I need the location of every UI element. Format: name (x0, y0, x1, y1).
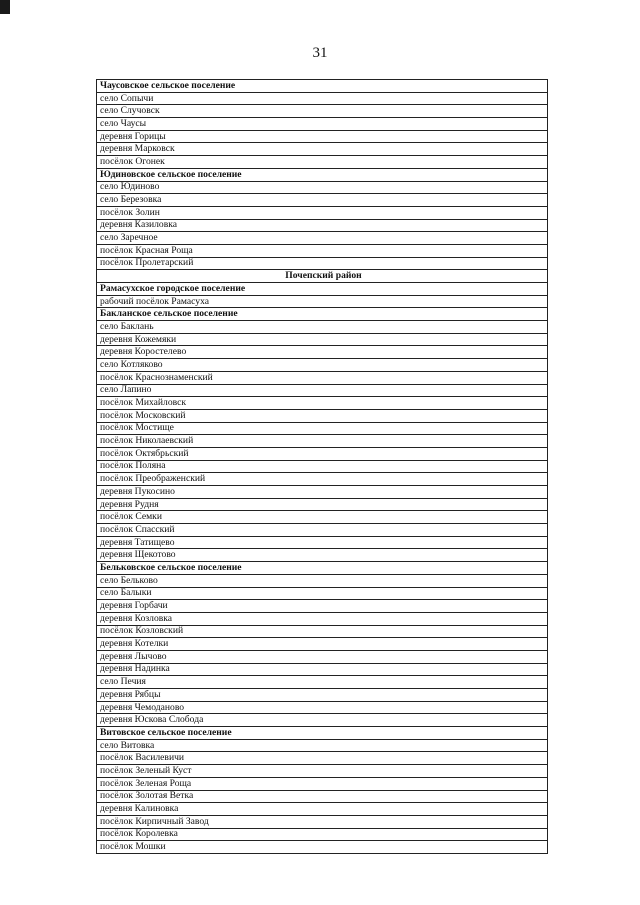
settlement-group-header (97, 562, 548, 575)
table-row-cell: посёлок Московский (97, 409, 548, 422)
table-row-cell: село Балыки (97, 587, 548, 600)
table-row (97, 612, 548, 625)
page-number: 31 (312, 45, 328, 61)
table-row-cell: посёлок Козловский (97, 625, 548, 638)
table-row (97, 511, 548, 524)
table-row (97, 206, 548, 219)
table-row (97, 663, 548, 676)
settlement-group-header (97, 308, 548, 321)
table-row-cell: село Случовск (97, 105, 548, 118)
table-row (97, 676, 548, 689)
table-row-cell: село Печия (97, 676, 548, 689)
table-row (97, 524, 548, 537)
table-row-cell: посёлок Золин (97, 206, 548, 219)
table-row (97, 384, 548, 397)
table-row (97, 600, 548, 613)
table-row (97, 689, 548, 702)
table-row-cell: село Чаусы (97, 118, 548, 131)
table-row (97, 574, 548, 587)
table-row (97, 752, 548, 765)
table-row-cell: деревня Казиловка (97, 219, 548, 232)
table-row-cell: рабочий посёлок Рамасуха (97, 295, 548, 308)
settlements-table (96, 79, 548, 854)
settlement-group-header (97, 168, 548, 181)
table-row (97, 232, 548, 245)
table-row (97, 194, 548, 207)
table-row-cell: посёлок Семки (97, 511, 548, 524)
table-row (97, 346, 548, 359)
table-row (97, 790, 548, 803)
table-row (97, 397, 548, 410)
table-row-cell: деревня Марковск (97, 143, 548, 156)
table-row (97, 422, 548, 435)
table-row-cell: посёлок Красная Роща (97, 244, 548, 257)
table-row-cell: посёлок Мостище (97, 422, 548, 435)
table-row-cell: деревня Котелки (97, 638, 548, 651)
settlement-group-header-cell: Бельковское сельское поселение (97, 562, 548, 575)
table-row-cell: деревня Татищево (97, 536, 548, 549)
table-row (97, 777, 548, 790)
table-row (97, 701, 548, 714)
table-row (97, 295, 548, 308)
table-row-cell: посёлок Зеленая Роща (97, 777, 548, 790)
table-row (97, 460, 548, 473)
table-row (97, 473, 548, 486)
table-row-cell: посёлок Николаевский (97, 435, 548, 448)
table-row (97, 118, 548, 131)
table-row (97, 257, 548, 270)
table-row-cell: деревня Юскова Слобода (97, 714, 548, 727)
table-row (97, 143, 548, 156)
table-row (97, 587, 548, 600)
settlement-group-header (97, 80, 548, 93)
table-row (97, 447, 548, 460)
table-row-cell: деревня Горицы (97, 130, 548, 143)
table-row-cell: деревня Надинка (97, 663, 548, 676)
table-row-cell: село Березовка (97, 194, 548, 207)
table-row (97, 244, 548, 257)
table-row-cell: посёлок Поляна (97, 460, 548, 473)
table-row-cell: село Лапино (97, 384, 548, 397)
table-row-cell: деревня Кожемяки (97, 333, 548, 346)
table-row-cell: посёлок Октябрьский (97, 447, 548, 460)
table-row-cell: деревня Щекотово (97, 549, 548, 562)
table-row (97, 536, 548, 549)
table-row-cell: деревня Козловка (97, 612, 548, 625)
settlement-group-header-cell: Бакланское сельское поселение (97, 308, 548, 321)
table-row-cell: деревня Пукосино (97, 486, 548, 499)
table-row (97, 650, 548, 663)
table-row (97, 219, 548, 232)
table-row-cell: посёлок Пролетарский (97, 257, 548, 270)
table-row (97, 92, 548, 105)
settlement-group-header (97, 727, 548, 740)
table-row (97, 486, 548, 499)
table-row (97, 359, 548, 372)
table-row (97, 828, 548, 841)
table-row-cell: деревня Рудня (97, 498, 548, 511)
table-row-cell: село Сопычи (97, 92, 548, 105)
table-row (97, 638, 548, 651)
table-row-cell: посёлок Краснознаменский (97, 371, 548, 384)
table-row-cell: посёлок Михайловск (97, 397, 548, 410)
table-row-cell: посёлок Преображенский (97, 473, 548, 486)
settlement-group-header-cell: Юдиновское сельское поселение (97, 168, 548, 181)
table-row (97, 815, 548, 828)
settlements-table-body (97, 80, 548, 854)
table-row (97, 105, 548, 118)
table-row (97, 409, 548, 422)
table-row (97, 181, 548, 194)
table-row-cell: посёлок Спасский (97, 524, 548, 537)
table-row (97, 435, 548, 448)
scan-corner-mark (0, 0, 10, 14)
table-row (97, 333, 548, 346)
table-row (97, 714, 548, 727)
table-row (97, 130, 548, 143)
table-row (97, 765, 548, 778)
district-header-cell: Почепский район (97, 270, 548, 283)
table-row (97, 803, 548, 816)
table-row-cell: посёлок Кирпичный Завод (97, 815, 548, 828)
table-row-cell: посёлок Королевка (97, 828, 548, 841)
table-row (97, 549, 548, 562)
table-row (97, 739, 548, 752)
table-row-cell: деревня Горбачи (97, 600, 548, 613)
table-row (97, 841, 548, 854)
table-row-cell: село Юдиново (97, 181, 548, 194)
table-row-cell: деревня Рябцы (97, 689, 548, 702)
table-row-cell: деревня Лычово (97, 650, 548, 663)
table-row-cell: село Бельково (97, 574, 548, 587)
settlement-group-header-cell: Рамасухское городское поселение (97, 283, 548, 296)
table-row-cell: село Заречное (97, 232, 548, 245)
table-row-cell: село Баклань (97, 321, 548, 334)
table-row-cell: посёлок Зеленый Куст (97, 765, 548, 778)
table-row (97, 371, 548, 384)
table-row-cell: посёлок Мошки (97, 841, 548, 854)
table-row-cell: посёлок Огонек (97, 156, 548, 169)
table-row (97, 156, 548, 169)
table-row (97, 625, 548, 638)
district-header (97, 270, 548, 283)
settlement-group-header (97, 283, 548, 296)
table-row-cell: деревня Чемоданово (97, 701, 548, 714)
settlement-group-header-cell: Чаусовское сельское поселение (97, 80, 548, 93)
table-row-cell: село Витовка (97, 739, 548, 752)
table-row (97, 498, 548, 511)
table-row-cell: посёлок Василевичи (97, 752, 548, 765)
settlement-group-header-cell: Витовское сельское поселение (97, 727, 548, 740)
table-row-cell: село Котляково (97, 359, 548, 372)
table-row-cell: посёлок Золотая Ветка (97, 790, 548, 803)
table-row (97, 321, 548, 334)
table-row-cell: деревня Калиновка (97, 803, 548, 816)
table-row-cell: деревня Коростелево (97, 346, 548, 359)
